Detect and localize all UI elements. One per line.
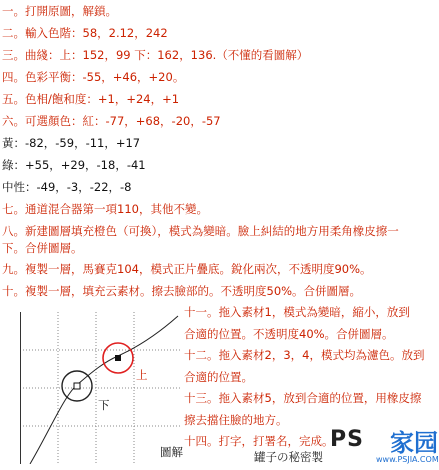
step-line: 五。色相/飽和度：+1，+24，+1	[2, 92, 180, 106]
curve-grid	[20, 312, 182, 464]
step-line: 黃：-82，-59，-11，+17	[2, 136, 141, 150]
logo-ps-text: PS	[330, 427, 364, 452]
upper-point-label: 上	[136, 368, 148, 382]
step-line: 一。打開原圖，解鎖。	[2, 4, 117, 18]
lower-control-point	[74, 383, 80, 389]
step-line: 二。輸入色階：58，2.12，242	[2, 26, 168, 40]
note-line: 擦去擋住臉的地方。	[184, 412, 288, 427]
logo-han-text: 家园	[390, 429, 438, 457]
step-line: 九。複製一層，馬賽克104，模式正片疊底。銳化兩次，不透明度90%。	[2, 262, 372, 276]
note-line: 合適的位置。	[184, 369, 253, 384]
step-line: 下。合併圖層。	[2, 241, 83, 255]
note-line: 十二。拖入素材2，3，4，模式均為濾色。放到	[184, 348, 425, 362]
curve-diagram	[20, 312, 182, 464]
step-line: 六。可選顏色：紅：-77，+68，-20，-57	[2, 114, 221, 128]
upper-control-point	[115, 355, 121, 361]
author-watermark: 罐子の秘密製	[254, 450, 323, 464]
step-line: 三。曲綫：上：152，99 下：162，136.（不懂的看圖解）	[2, 48, 309, 62]
logo-url: www.PSJIA.COM	[376, 455, 439, 464]
diagram-caption: 圖解	[160, 445, 183, 459]
tone-curve-line	[30, 316, 178, 464]
step-line: 十。複製一層，填充云素材。擦去臉部的。不透明度50%。合併圖層。	[2, 284, 362, 298]
step-line: 七。通道混合器第一項110，其他不變。	[2, 202, 208, 216]
note-line: 十三。拖入素材5，放到合適的位置，用橡皮擦	[184, 391, 422, 405]
step-line: 八。新建圖層填充橙色（可換），模式為變暗。臉上糾結的地方用柔角橡皮擦一	[2, 224, 399, 238]
step-line: 四。色彩平衡：-55，+46，+20。	[2, 70, 185, 84]
note-line: 合適的位置。不透明度40%。合併圖層。	[184, 326, 394, 341]
step-line: 中性：-49，-3，-22，-8	[2, 180, 132, 194]
lower-point-label: 下	[98, 398, 110, 412]
note-line: 十一。拖入素材1，模式為變暗，縮小，放到	[184, 305, 410, 319]
note-line: 十四。打字，打署名，完成。	[184, 434, 334, 448]
step-line: 綠：+55，+29，-18，-41	[2, 158, 146, 172]
